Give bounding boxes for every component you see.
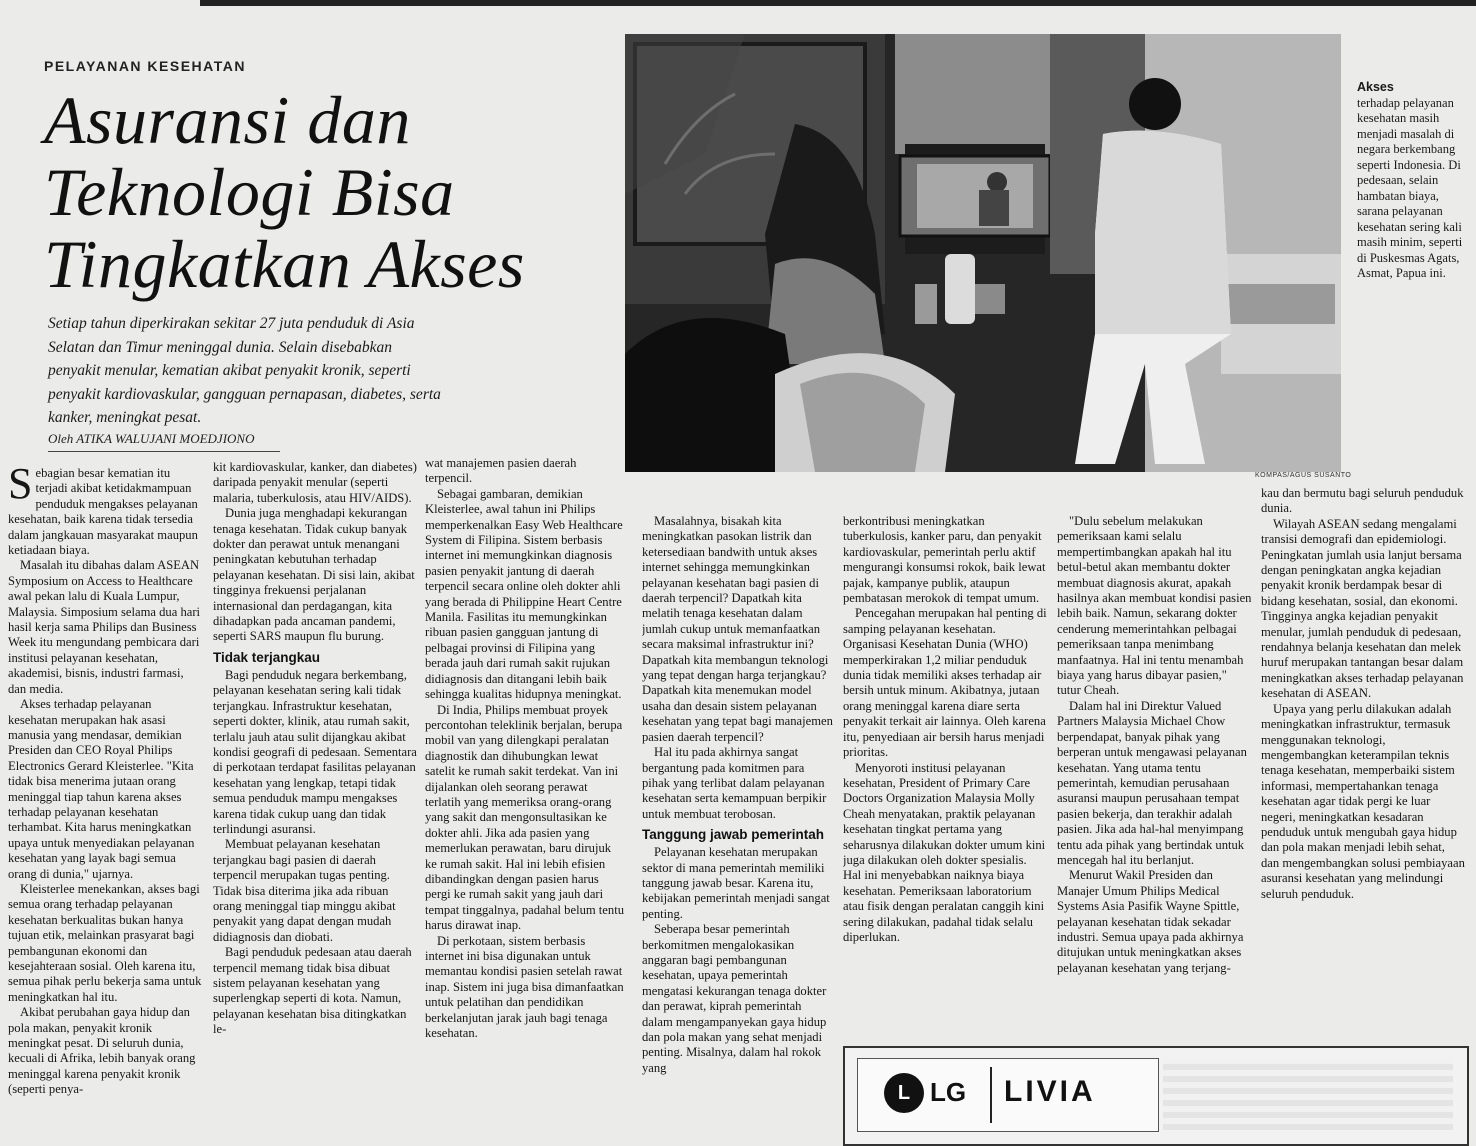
body-paragraph: Akses terhadap pelayanan kesehatan merupakan hak asasi manusia yang mendasar, demikian Presiden dan CEO Royal Philips Electronics Gerard Kleisterlee. "Kita tidak bisa menerima jutaan orang meninggal tiap tahun karena akses terhadap pelayanan kesehatan terhambat. Kita harus meningkatkan upaya untuk menyediakan pelayanan kesehatan yang layak bagi semua orang di dunia," ujarnya. <box>8 697 195 881</box>
ad-product: LIVIA <box>1004 1075 1096 1108</box>
subheading: Tidak terjangkau <box>213 649 321 665</box>
headline-line-3: Tingkatkan Akses <box>44 226 525 302</box>
body-paragraph: Membuat pelayanan kesehatan terjangkau bagi pasien di daerah terpencil merupakan tugas penting. Tidak bisa diterima jika ada ribuan orang meninggal tiap minggu akibat penyakit yang dapat dengan mudah didiagnosis dan diobati. <box>213 837 396 944</box>
photo-scene <box>625 34 1341 472</box>
page-top-rule <box>200 0 1476 6</box>
lg-livia-advertisement[interactable] <box>843 1046 1469 1146</box>
lg-logo-icon: L <box>884 1073 924 1113</box>
byline-rule <box>48 451 280 452</box>
body-paragraph: Wilayah ASEAN sedang mengalami transisi demografi dan epidemiologi. Peningkatan jumlah usia lanjut bersama dengan peningkatan angka kejadian penyakit kronik berdampak besar di bidang kesehatan, sosial, dan ekonomi. Tingginya angka kejadian penyakit menular, jumlah penduduk di pedesaan, rendahnya belanja kesehatan dan melek huruf merupakan tantangan besar dalam meningkatkan akses terhadap pelayanan kesehatan di ASEAN. <box>1261 516 1464 701</box>
body-paragraph: Dalam hal ini Direktur Valued Partners Malaysia Michael Chow berpendapat, banyak pihak yang berperan untuk mengawasi pelayanan kesehatan. Yang utama tentu pemerintah, kemudian perusahaan asuransi maupun perusahaan tempat pasien bekerja, dan terakhir adalah pasien. Jika ada hal-hal menyimpang tentu ada pihak yang bertindak untuk mencegah hal itu berlanjut. <box>1057 698 1247 867</box>
body-column-6 <box>1057 514 1253 1044</box>
body-paragraph: Di perkotaan, sistem berbasis internet ini bisa digunakan untuk memantau kondisi pasien setelah rawat inap. Sistem ini juga bisa dimanfaatkan untuk pelatihan dan pendidikan berkelanjutan jarak jauh bagi tenaga kesehatan. <box>425 933 624 1041</box>
body-paragraph: Hal itu pada akhirnya sangat bergantung pada komitmen para pihak yang terlibat dalam pelayanan kesehatan serta kemampuan berpikir untuk membuat terobosan. <box>642 745 827 821</box>
body-paragraph: Bagi penduduk pedesaan atau daerah terpencil memang tidak bisa dibuat sistem pelayanan kesehatan yang superlengkap seperti di kota. Namun, pelayanan kesehatan bisa ditingkatkan le- <box>213 945 412 1037</box>
body-column-1 <box>8 466 202 1146</box>
body-paragraph: berkontribusi meningkatkan tuberkulosis, kanker paru, dan penyakit kardiovaskular, pemerintah perlu aktif mengurangi konsumsi rokok, baik lewat pajak, kampanye publik, ataupun pembatasan merokok di tempat umum. <box>843 514 1046 606</box>
lead-paragraph: Setiap tahun diperkirakan sekitar 27 juta penduduk di Asia Selatan dan Timur meninggal dunia. Selain disebabkan penyakit menular, kematian akibat penyakit kronik, seperti penyakit kardiovaskular, gangguan pernapasan, diabetes, serta kanker, meningkat pesat. <box>48 315 441 426</box>
body-paragraph <box>8 466 202 558</box>
drop-cap: S <box>8 466 33 508</box>
ad-background-texture <box>1163 1058 1453 1130</box>
body-paragraph: kit kardiovaskular, kanker, dan diabetes) daripada penyakit menular (seperti malaria, tuberkulosis, atau HIV/AIDS). <box>213 460 417 505</box>
subheading: Tanggung jawab pemerintah <box>642 827 825 843</box>
body-paragraph: Masalah itu dibahas dalam ASEAN Symposium on Access to Healthcare awal pekan lalu di Kuala Lumpur, Malaysia. Simposium selama dua hari hasil kerja sama Philips dan Business Week itu mengundang pembicara dari institusi pelayanan kesehatan, akademisi, bisnis, industri farmasi, dan media. <box>8 558 201 696</box>
body-paragraph: wat manajemen pasien daerah terpencil. <box>425 456 577 486</box>
body-paragraph: Bagi penduduk negara berkembang, pelayanan kesehatan sering kali tidak terjangkau. Infrastruktur kesehatan, seperti dokter, klinik, atau rumah sakit, terlalu jauh atau sulit dijangkau akibat kondisi geografi di pedesaan. Sementara di perkotaan terdapat fasilitas pelayanan kesehatan yang lengkap, tetapi tidak semua penduduk mampu mengakses karena tidak cukup uang dan tidak terlindungi asuransi. <box>213 667 417 836</box>
section-kicker: PELAYANAN KESEHATAN <box>44 58 246 74</box>
ad-brand: LG <box>930 1077 967 1107</box>
body-paragraph: Kleisterlee menekankan, akses bagi semua orang terhadap pelayanan kesehatan berkualitas bukan hanya tujuan etik, melainkan prasyarat bagi pembangunan ekonomi dan kesejahteraan sosial. Oleh karena itu, semua pihak perlu bekerja sama untuk meningkatkan hal itu. <box>8 881 202 1004</box>
caption-title: Akses <box>1357 80 1394 94</box>
paragraph-text: ebagian besar kematian itu terjadi akibat ketidakmampuan penduduk mengakses pelayanan kesehatan, baik karena tidak tersedia dalam jangkauan masyarakat maupun ketiadaan biaya. <box>8 466 198 558</box>
body-paragraph: Pencegahan merupakan hal penting di samping pelayanan kesehatan. Organisasi Kesehatan Dunia (WHO) memperkirakan 1,2 miliar penduduk dunia tidak memiliki akses terhadap air bersih untuk minum. Akibatnya, jutaan orang meninggal karena diare serta penyakit terkait air lainnya. Oleh karena itu, penyediaan air bersih harus menjadi prioritas. <box>843 606 1047 760</box>
body-column-2 <box>213 460 417 1146</box>
body-paragraph: Menurut Wakil Presiden dan Manajer Umum Philips Medical Systems Asia Pasifik Wayne Spittle, pelayanan kesehatan tidak sekadar industri. Semua upaya pada akhirnya ditujukan untuk meningkatkan akses pelayanan kesehatan yang terjang- <box>1057 868 1244 975</box>
body-paragraph: Pelayanan kesehatan merupakan sektor di mana pemerintah memiliki tanggung jawab besar. Karena itu, kebijakan pemerintah menjadi sangat penting. <box>642 845 830 921</box>
body-column-5 <box>843 514 1047 1044</box>
body-paragraph: Menyoroti institusi pelayanan kesehatan, President of Primary Care Doctors Organization Malaysia Molly Cheah menyatakan, praktik pelayanan kesehatan tingkat pertama yang seharusnya dilakukan dokter umum kini juga dilakukan oleh dokter spesialis. Hal ini menyebabkan naiknya biaya kesehatan. Pemeriksaan laboratorium atau fisik dengan peralatan canggih kini sering dilakukan, padahal tidak selalu diperlukan. <box>843 760 1046 944</box>
body-paragraph: Seberapa besar pemerintah berkomitmen mengalokasikan anggaran bagi pembangunan kesehatan, upaya pemerintah mengatasi kekurangan tenaga dokter dan perawat, kiprah pemerintah dalam mengampanyekan gaya hidup dan pola makan yang sehat menjadi penting. Misalnya, dalam hal rokok yang <box>642 922 827 1075</box>
body-paragraph: Di India, Philips membuat proyek percontohan teleklinik berjalan, berupa mobil van yang dilengkapi peralatan diagnostik dan dihubungkan lewat satelit ke rumah sakit terdekat. Van ini dijalankan oleh seorang perawat terlatih yang memeriksa orang-orang yang sakit dan mengonsultasikan ke dokter ahli. Jika ada pasien yang memerlukan perawatan, baru dirujuk ke rumah sakit. Hal ini lebih efisien dibandingkan dengan pasien harus pergi ke rumah sakit yang jauh dari tempat tinggalnya, padahal belum tentu harus dirawat inap. <box>425 702 624 933</box>
photo-credit: KOMPAS/AGUS SUSANTO <box>1255 472 1352 479</box>
ad-logo-panel <box>857 1058 1159 1132</box>
body-paragraph: Upaya yang perlu dilakukan adalah meningkatkan infrastruktur, termasuk menggunakan teknologi, mengembangkan keterampilan teknis tenaga kesehatan, memperbaiki sistem informasi, mempertahankan tenaga kesehatan agar tidak pergi ke luar negeri, meningkatkan kesadaran penduduk untuk mengubah gaya hidup dan pola makan menjadi lebih sehat, dan mengembangkan solusi pembiayaan asuransi kesehatan yang melindungi seluruh penduduk. <box>1261 701 1465 901</box>
byline-prefix: Oleh <box>48 431 74 446</box>
headline <box>44 84 624 300</box>
body-paragraph: Akibat perubahan gaya hidup dan pola makan, penyakit kronik meningkat pesat. Di seluruh dunia, kecuali di Afrika, lebih banyak orang meninggal karena penyakit kronik (seperti penya- <box>8 1005 196 1097</box>
article-photo <box>625 34 1341 472</box>
body-paragraph: Dunia juga menghadapi kekurangan tenaga kesehatan. Tidak cukup banyak dokter dan perawat untuk menangani peningkatan kebutuhan terhadap pelayanan kesehatan. Di sisi lain, akibat tingginya frekuensi perjalanan internasional dan perdagangan, kita dihadapkan pada ancaman pandemi, seperti SARS maupun flu burung. <box>213 506 415 644</box>
body-paragraph: Sebagai gambaran, demikian Kleisterlee, awal tahun ini Philips memperkenalkan Easy Web Healthcare System di Filipina. Sistem berbasis internet ini memungkinkan diagnosis pasien penyakit jantung di daerah terpencil secara online oleh dokter ahli yang berada di Philippine Heart Centre Manila. Fasilitas itu memungkinkan ribuan pasien gangguan jantung di pelbagai provinsi di Filipina yang berada jauh dari rumah sakit rujukan didiagnosis dan ditangani lebih baik sehingga kualitas hidupnya meningkat. <box>425 486 623 702</box>
body-paragraph: kau dan bermutu bagi seluruh penduduk dunia. <box>1261 486 1464 516</box>
body-column-3 <box>425 456 625 1146</box>
byline <box>48 431 254 447</box>
ad-divider <box>990 1067 992 1123</box>
body-paragraph: "Dulu sebelum melakukan pemeriksaan kami selalu mempertimbangkan apakah hal itu betul-betul akan membantu dokter membuat diagnosis akurat, apakah hasilnya akan membuat kondisi pasien lebih baik. Namun, sekarang dokter cenderung memerintahkan pelbagai pemeriksaan tanpa menimbang manfaatnya. Hal ini tentu menambah biaya yang harus dibayar pasien," tutur Cheah. <box>1057 514 1252 698</box>
headline-line-1: Asuransi dan <box>44 82 411 158</box>
caption-body: terhadap pelayanan kesehatan masih menjadi masalah di negara berkembang seperti Indonesia. Di pedesaan, selain hambatan biaya, sarana pelayanan kesehatan sering kali masih minim, seperti di Puskesmas Agats, Asmat, Papua ini. <box>1357 95 1463 280</box>
body-column-7 <box>1261 486 1465 1044</box>
byline-author: ATIKA WALUJANI MOEDJIONO <box>76 431 255 446</box>
photo-caption <box>1357 80 1465 282</box>
body-column-4 <box>642 514 834 1146</box>
headline-line-2: Teknologi Bisa <box>44 154 455 230</box>
body-paragraph: Masalahnya, bisakah kita meningkatkan pasokan listrik dan ketersediaan bandwith untuk akses internet sehingga memungkinkan pelayanan kesehatan bagi pasien di daerah terpencil? Dapatkah kita melatih tenaga kesehatan dalam jumlah cukup untuk memanfaatkan secara maksimal infrastruktur ini? Dapatkah kita membangun teknologi yang tepat dengan harga terjangkau? Dapatkah kita menemukan model usaha dan desain sistem pelayanan kesehatan yang tepat bagi manajemen pasien daerah terpencil? <box>642 514 833 744</box>
